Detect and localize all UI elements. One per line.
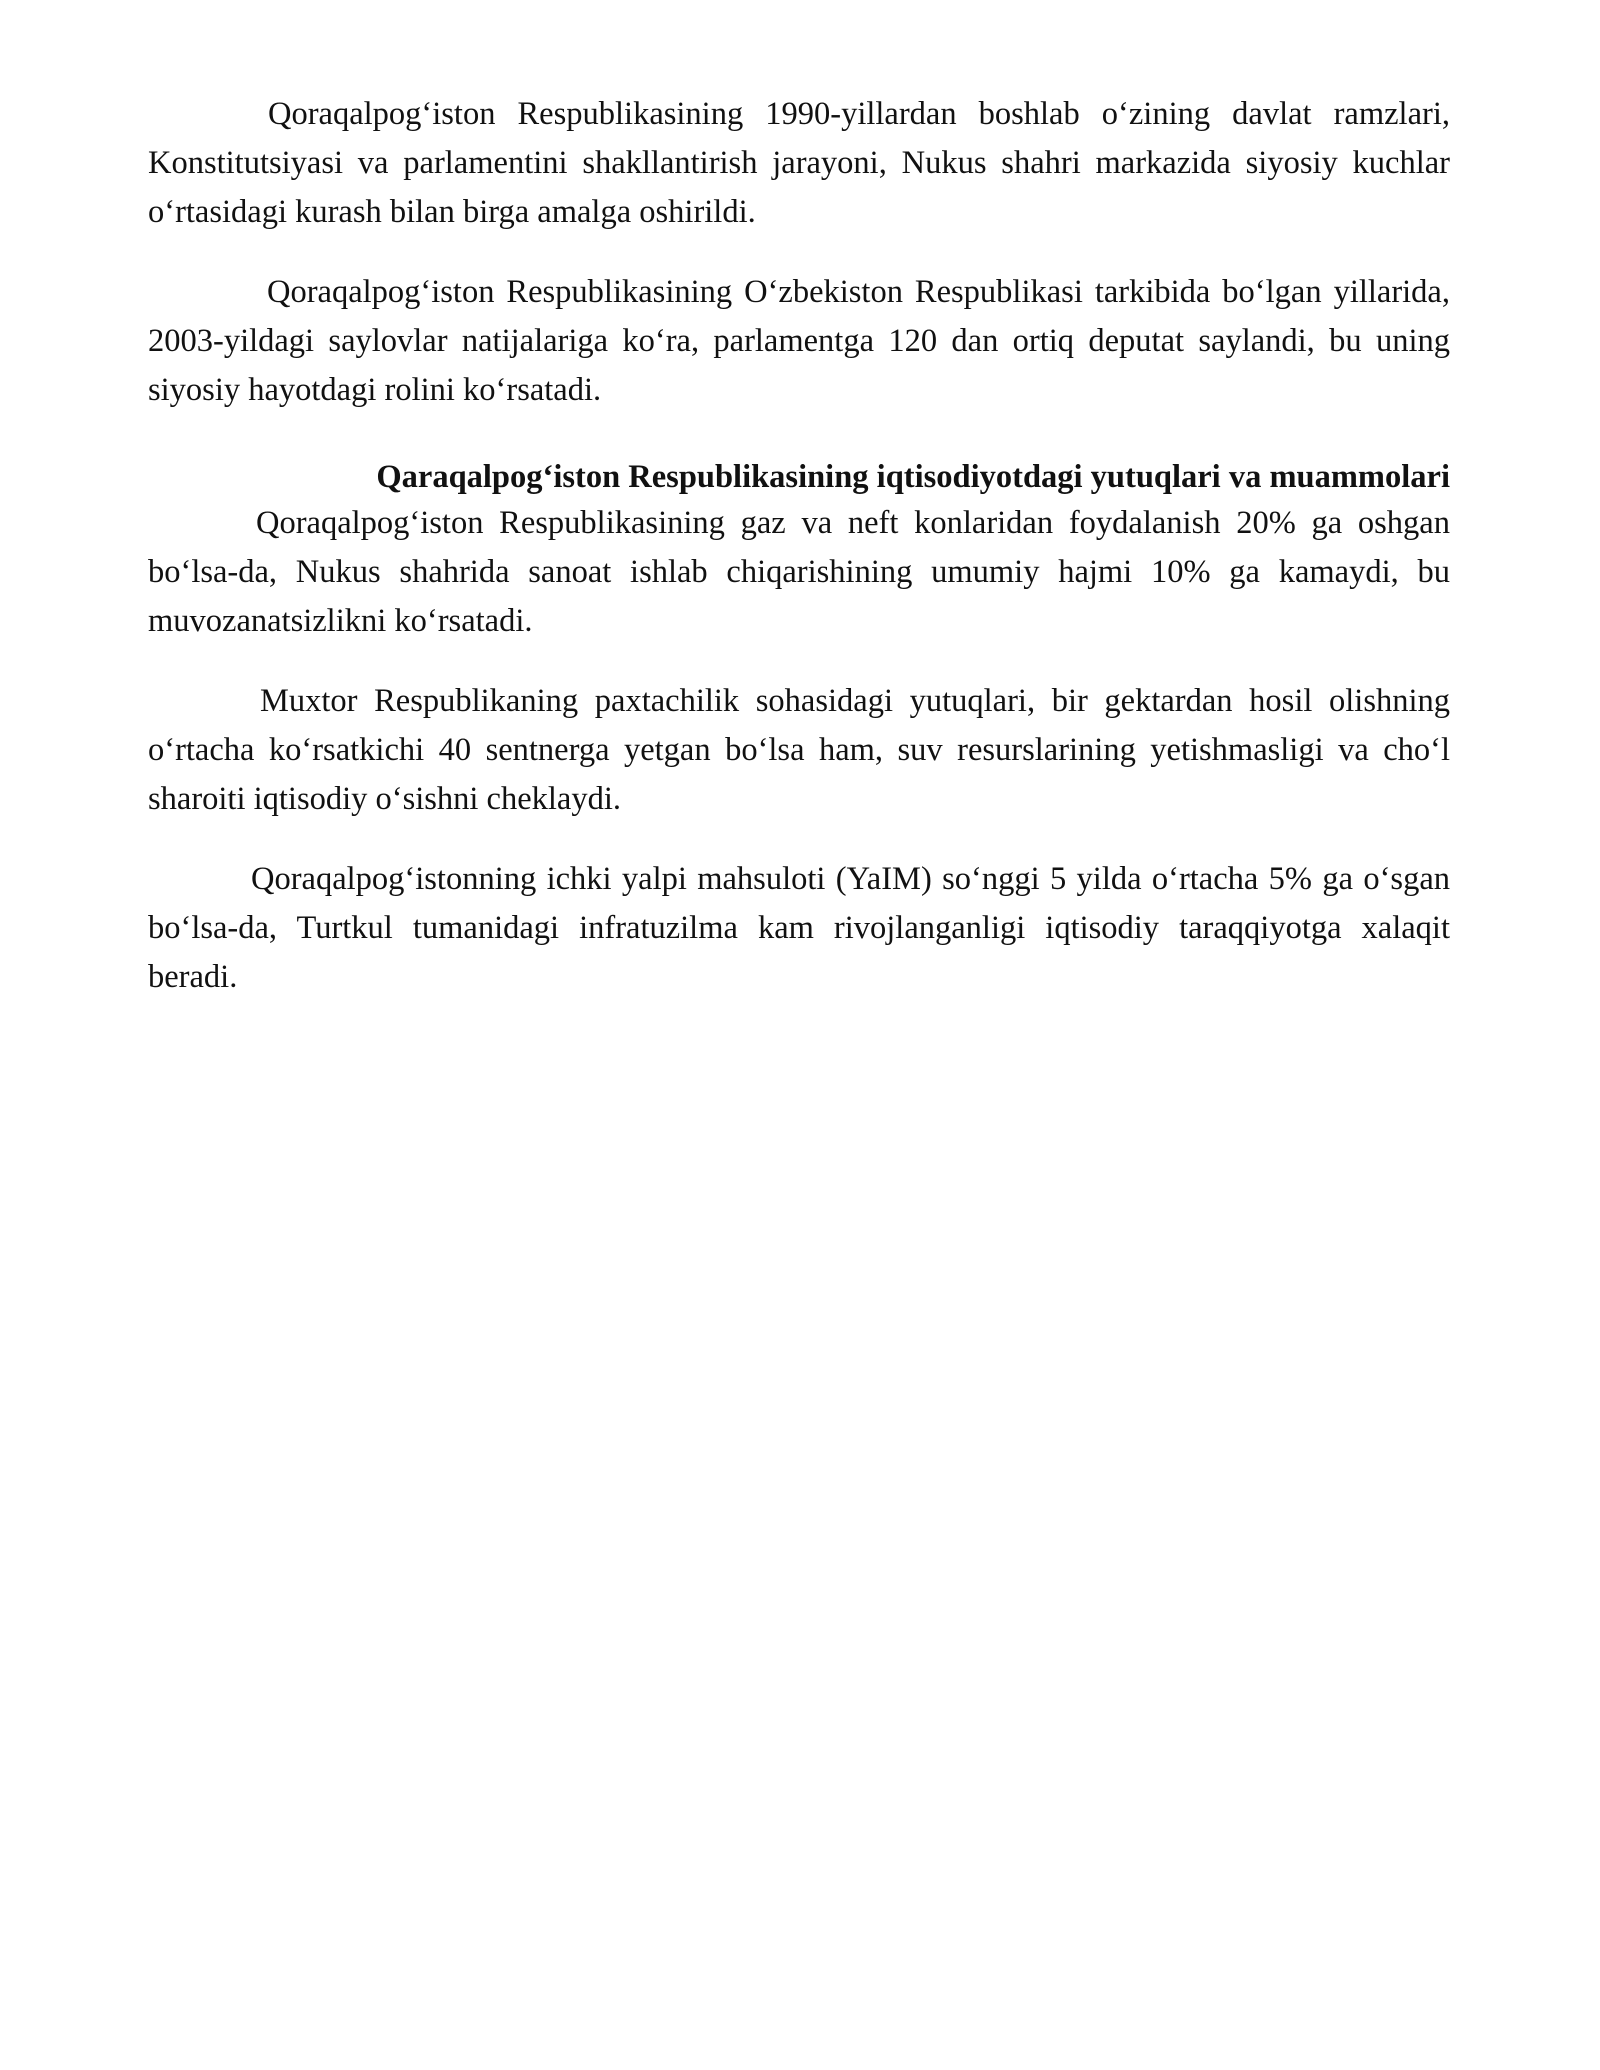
section-heading: Qaraqalpog‘iston Respublikasining iqtisodiyotdagi yutuqlari va muammolari <box>376 459 1450 495</box>
paragraph-gas-oil: Qoraqalpog‘iston Respublikasining gaz va neft konlaridan foydalanish 20% ga oshgan bo‘lsa-da, Nukus shahrida sanoat ishlab chiqarishining umumiy hajmi 10% ga kamaydi, bu muvozanatsizlikni ko‘rsatadi. <box>148 505 1450 639</box>
paragraph-state-symbols: Qoraqalpog‘iston Respublikasining 1990-yillardan boshlab o‘zining davlat ramzlari, Konstitutsiyasi va parlamentini shakllantirish jarayoni, Nukus shahri markazida siyosiy kuchlar o‘rtasidagi kurash bilan birga amalga oshirildi. <box>148 96 1450 230</box>
document-page <box>148 90 1450 1002</box>
paragraph-gdp: Qoraqalpog‘istonning ichki yalpi mahsuloti (YaIM) so‘nggi 5 yilda o‘rtacha 5% ga o‘sgan bo‘lsa-da, Turtkul tumanidagi infratuzilma kam rivojlanganligi iqtisodiy taraqqiyotga xalaqit beradi. <box>148 861 1450 995</box>
paragraph-parliament: Qoraqalpog‘iston Respublikasining O‘zbekiston Respublikasi tarkibida bo‘lgan yillarida, 2003-yildagi saylovlar natijalariga ko‘ra, parlamentga 120 dan ortiq deputat saylandi, bu uning siyosiy hayotdagi rolini ko‘rsatadi. <box>148 274 1450 408</box>
paragraph-cotton: Muxtor Respublikaning paxtachilik sohasidagi yutuqlari, bir gektardan hosil olishning o‘rtacha ko‘rsatkichi 40 sentnerga yetgan bo‘lsa ham, suv resurslarining yetishmasligi va cho‘l sharoiti iqtisodiy o‘sishni cheklaydi. <box>148 683 1450 817</box>
